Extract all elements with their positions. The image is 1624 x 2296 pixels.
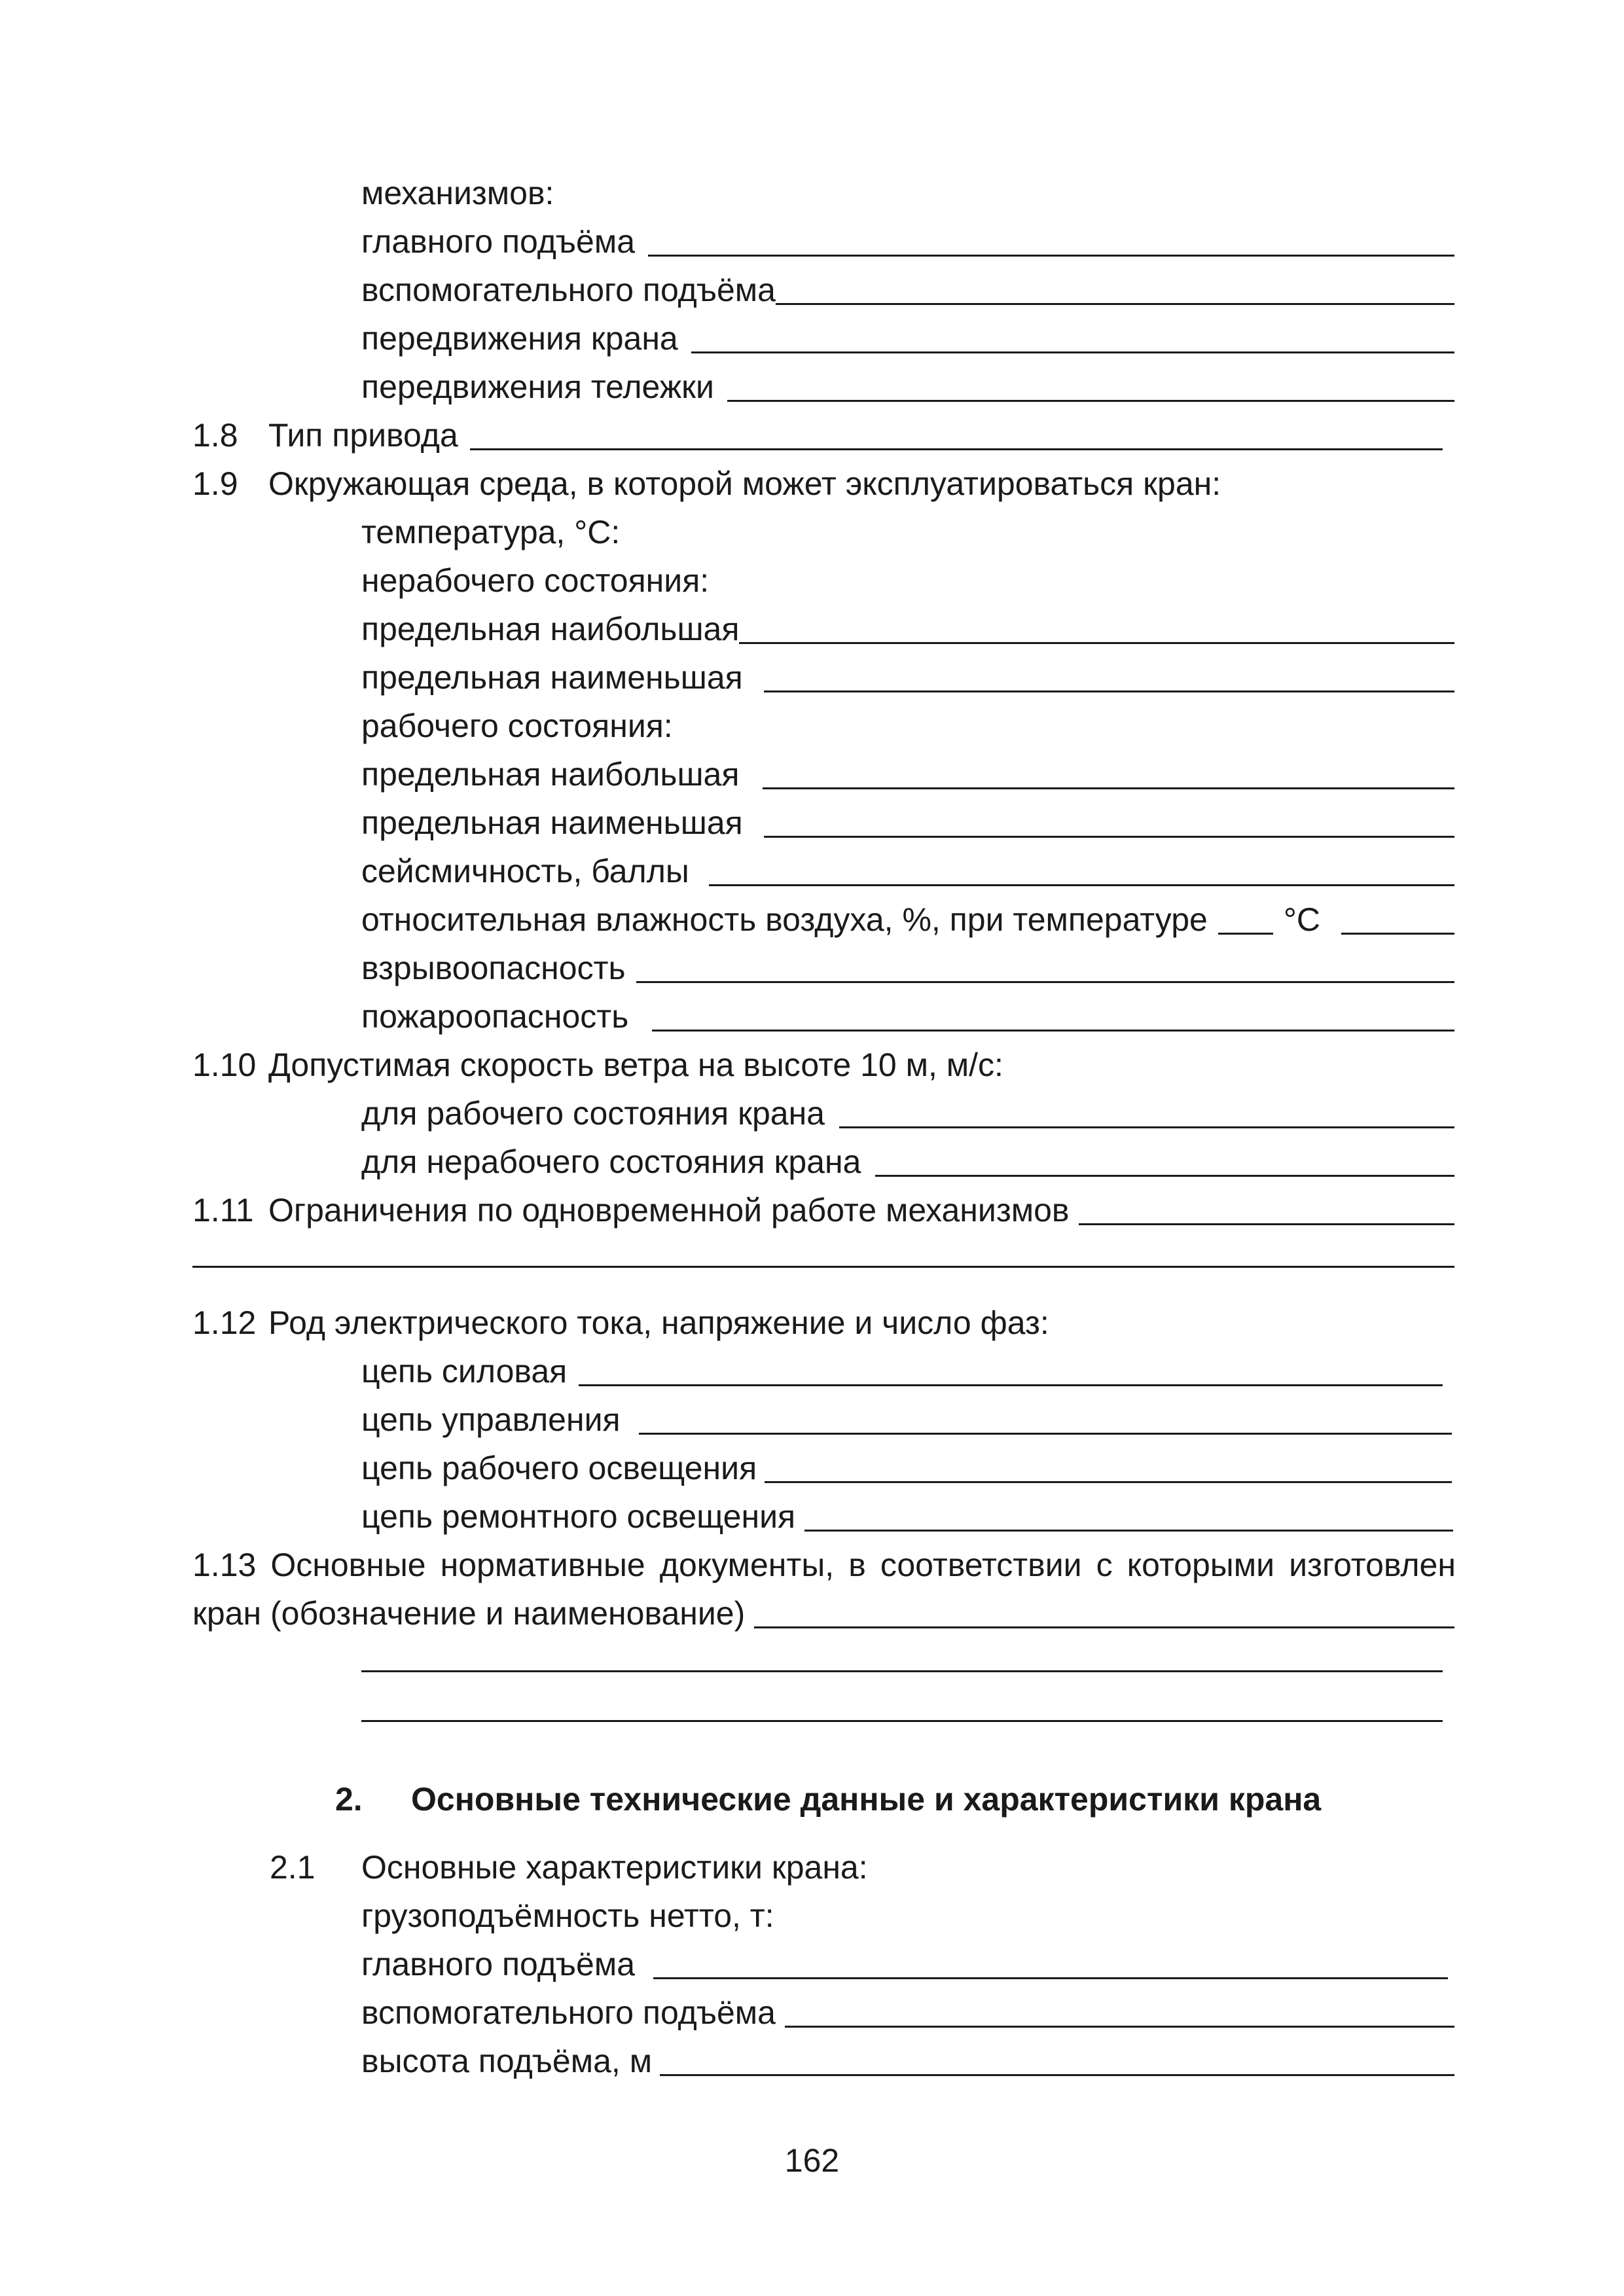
normative-word-4: в [848,1547,866,1583]
control-circuit-field[interactable] [639,1429,1452,1435]
section-2-title: Основные технические данные и характеристики крана [411,1781,1322,1818]
normative-word-1: Основные [270,1547,426,1583]
explosion-line [361,939,1454,987]
normative-word-6: с [1096,1547,1113,1583]
trolley-travel-label: передвижения тележки [361,368,714,405]
aux-lift-line [361,260,1454,309]
item-2-1-number: 2.1 [270,1849,316,1886]
drive-type-label: Тип привода [268,417,458,454]
normative-word-8: изготовлен [1289,1547,1456,1583]
nonworking-min-line [361,648,1454,696]
temperature-label: температура, °С: [361,514,621,550]
nonworking-min-field[interactable] [764,687,1454,692]
drive-type-field[interactable] [470,444,1443,450]
item-1-12 [192,1293,1456,1342]
current-type-label: Род электрического тока, напряжение и число фаз: [268,1304,1049,1341]
normative-word-7: которыми [1127,1547,1275,1583]
normative-docs-field-3[interactable] [361,1720,1443,1722]
simultaneous-work-continuation-field[interactable] [192,1266,1454,1268]
repair-light-label: цепь ремонтного освещения [361,1498,796,1535]
explosion-field[interactable] [636,977,1454,983]
working-min-label: предельная наименьшая [361,804,743,841]
repair-light-field[interactable] [804,1526,1453,1532]
work-light-field[interactable] [765,1477,1452,1483]
explosion-label: взрывоопасность [361,950,626,986]
crane-travel-field[interactable] [691,348,1454,353]
environment-label: Окружающая среда, в которой может эксплуатироваться кран: [268,465,1221,502]
item-1-13 [192,1535,1456,1584]
aux-lift-field[interactable] [776,299,1454,305]
wind-speed-label: Допустимая скорость ветра на высоте 10 м, м/с: [268,1047,1003,1083]
item-1-12-number: 1.12 [192,1304,257,1341]
trolley-travel-field[interactable] [727,396,1454,402]
seismic-line [361,842,1454,890]
working-state-line [361,696,1454,745]
humidity-value-field[interactable] [1341,929,1454,935]
normative-word-3: документы, [659,1547,835,1583]
nonworking-state-label: нерабочего состояния: [361,562,710,599]
normative-docs-line [192,1584,1454,1632]
working-state-label: рабочего состояния: [361,708,673,744]
normative-word-5: соответствии [880,1547,1082,1583]
temperature-line [361,503,1454,551]
item-1-13-number: 1.13 [192,1547,257,1583]
page-number: 162 [784,2142,840,2179]
crane-travel-line [361,309,1454,357]
humidity-label: относительная влажность воздуха, %, при температуре [361,901,1208,938]
s2-main-lift-field[interactable] [653,1973,1448,1979]
s2-aux-lift-line [361,1983,1454,2032]
item-1-11-number: 1.11 [192,1192,254,1229]
mechanisms-label: механизмов: [361,175,554,211]
humidity-line [361,890,1454,939]
working-max-line [361,745,1454,793]
normative-docs-field-2[interactable] [361,1670,1443,1672]
work-light-line [361,1439,1452,1487]
humidity-temperature-field[interactable] [1218,929,1273,935]
item-1-8-number: 1.8 [192,417,238,454]
fire-field[interactable] [652,1026,1454,1031]
nonworking-min-label: предельная наименьшая [361,659,743,696]
item-1-11 [192,1181,1454,1229]
wind-working-field[interactable] [839,1122,1454,1128]
working-min-line [361,793,1454,842]
lift-height-field[interactable] [660,2070,1454,2076]
section-2-number: 2. [335,1781,363,1818]
main-characteristics-label: Основные характеристики крана: [361,1849,868,1886]
power-circuit-field[interactable] [579,1380,1443,1386]
main-lift-line [361,212,1454,260]
control-circuit-line [361,1390,1452,1439]
s2-aux-lift-field[interactable] [785,2022,1454,2028]
aux-lift-label: вспомогательного подъёма [361,272,776,308]
working-max-field[interactable] [763,783,1454,789]
s2-main-lift-line [361,1935,1448,1983]
trolley-travel-line [361,357,1454,406]
seismic-label: сейсмичность, баллы [361,853,689,889]
nonworking-max-line [361,600,1454,648]
nonworking-state-line [361,551,1454,600]
control-circuit-label: цепь управления [361,1401,621,1438]
wind-nonworking-label: для нерабочего состояния крана [361,1143,861,1180]
mechanisms-label-line [361,164,1454,212]
wind-nonworking-line [361,1132,1454,1181]
section-2-heading [335,1770,1321,1818]
item-1-10-number: 1.10 [192,1047,257,1083]
simultaneous-work-field[interactable] [1079,1219,1455,1225]
work-light-label: цепь рабочего освещения [361,1450,757,1486]
repair-light-line [361,1487,1453,1535]
capacity-line [361,1886,1454,1935]
fire-label: пожароопасность [361,998,629,1035]
humidity-unit: °С [1283,901,1320,938]
item-1-9-number: 1.9 [192,465,238,502]
lift-height-line [361,2032,1454,2080]
wind-nonworking-field[interactable] [875,1171,1454,1177]
nonworking-max-field[interactable] [739,638,1454,644]
item-1-10 [192,1035,1456,1084]
normative-word-2: нормативные [440,1547,645,1583]
fire-line [361,987,1454,1035]
wind-working-label: для рабочего состояния крана [361,1095,825,1132]
seismic-field[interactable] [709,880,1454,886]
item-1-9 [192,454,1456,503]
main-lift-label: главного подъёма [361,223,636,260]
main-lift-field[interactable] [648,251,1454,257]
s2-main-lift-label: главного подъёма [361,1946,636,1982]
normative-docs-label: кран (обозначение и наименование) [192,1595,746,1632]
power-circuit-label: цепь силовая [361,1353,568,1390]
crane-travel-label: передвижения крана [361,320,678,357]
item-1-8 [192,406,1443,454]
power-circuit-line [361,1342,1443,1390]
simultaneous-work-label: Ограничения по одновременной работе механизмов [268,1192,1070,1229]
s2-aux-lift-label: вспомогательного подъёма [361,1994,776,2031]
item-2-1 [270,1838,1454,1886]
working-min-field[interactable] [764,832,1454,838]
lift-height-label: высота подъёма, м [361,2043,653,2079]
normative-docs-field[interactable] [754,1623,1454,1628]
nonworking-max-label: предельная наибольшая [361,611,740,647]
working-max-label: предельная наибольшая [361,756,740,793]
wind-working-line [361,1084,1454,1132]
capacity-label: грузоподъёмность нетто, т: [361,1897,774,1934]
